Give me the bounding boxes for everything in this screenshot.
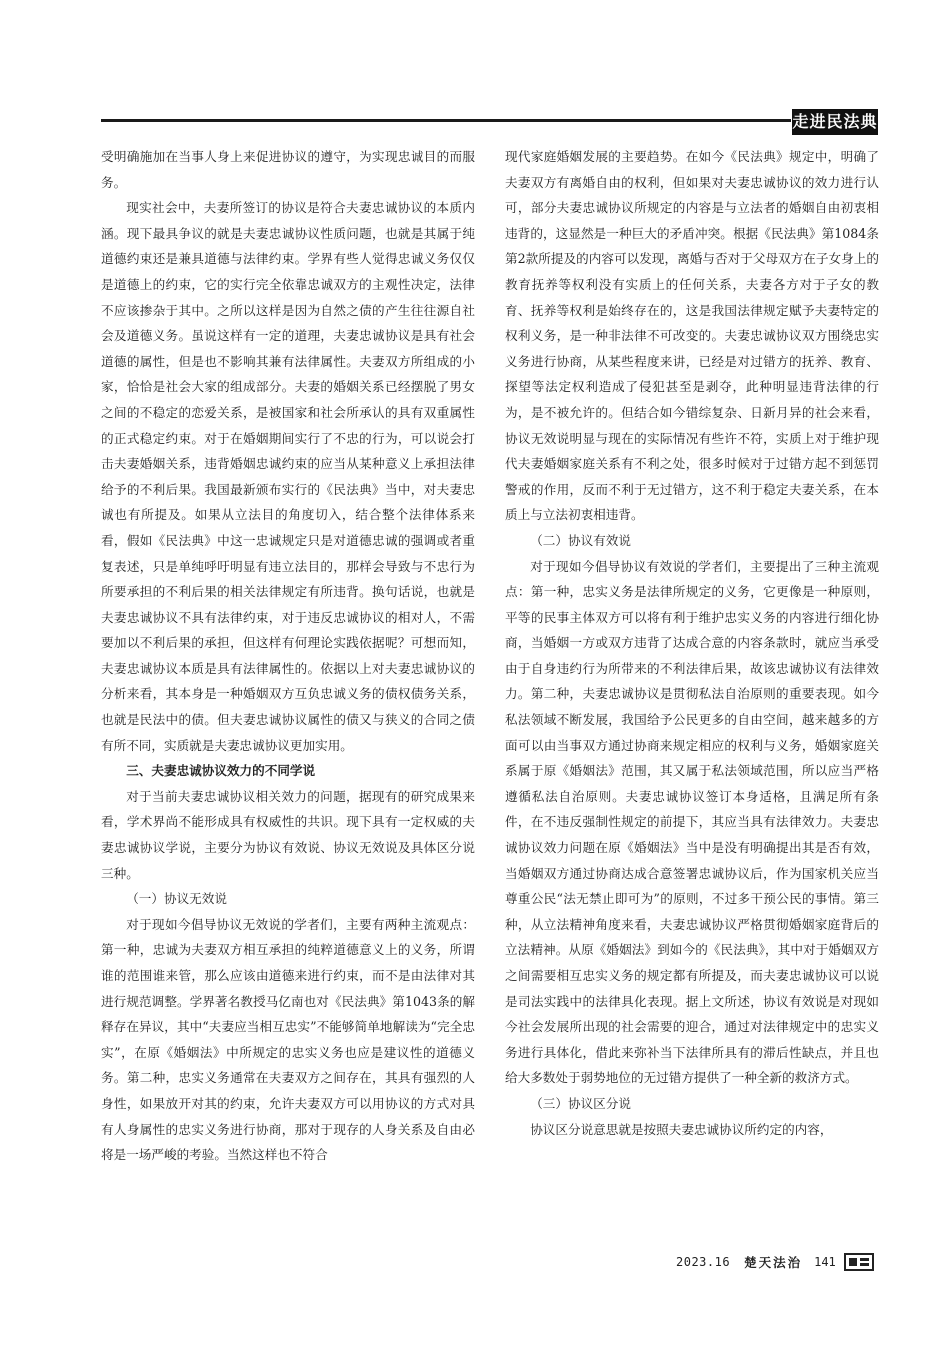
paragraph: 对于现如今倡导协议无效说的学者们，主要有两种主流观点：第一种，忠诚为夫妻双方相互承担的纯粹道德意义上的义务，所谓谁的范围谁来管，那么应该由道德来进行约束，而不是由法律对其进行规范调整。学界著名教授马亿南也对《民法典》第1043条的解释存在异议，其中“夫妻应当相互忠实”不能够简单地解读为“完全忠实”，在原《婚姻法》中所规定的忠实义务也应是建议性的道德义务。第二种，忠实义务通常在夫妻双方之间存在，其具有强烈的人身性，如果放开对其的约束，允许夫妻双方可以用协议的方式对具有人身属性的忠实义务进行协商，那对于现存的人身关系及自由必将是一场严峻的考验。当然这样也不符合 (101, 916, 475, 1163)
header-rule (101, 119, 791, 122)
paragraph: 现代家庭婚姻发展的主要趋势。在如今《民法典》规定中，明确了夫妻双方有离婚自由的权利，但如果对夫妻忠诚协议的效力进行认可，部分夫妻忠诚协议所规定的内容是与立法者的婚姻自由初衷相违背的，这显然是一种巨大的矛盾冲突。根据《民法典》第1084条第2款所提及的内容可以发现，离婚与否对于父母双方在子女身上的教育抚养等权利没有实质上的任何关系，夫妻各方对于子女的教育、抚养等权利是始终存在的，这是我国法律规定赋予夫妻特定的权利义务，是一种非法律不可改变的。夫妻忠诚协议双方围绕忠实义务进行协商，从某些程度来讲，已经是对过错方的抚养、教育、探望等法定权利造成了侵犯甚至是剥夺，此种明显违背法律的行为，是不被允许的。但结合如今错综复杂、日新月异的社会来看，协议无效说明显与现在的实际情况有些许不符，实质上对于维护现代夫妻婚姻家庭关系有不利之处，很多时候对于过错方起不到惩罚警戒的作用，反而不利于无过错方，这不利于稳定夫妻关系，在本质上与立法初衷相违背。 (505, 149, 879, 523)
paragraph: 协议区分说意思就是按照夫妻忠诚协议所约定的内容， (530, 1121, 833, 1137)
page-footer (676, 1252, 874, 1272)
journal-name: 楚天法治 (744, 1255, 803, 1270)
journal-logo-icon (844, 1253, 874, 1271)
issue-number: 2023.16 (676, 1255, 731, 1269)
subsection-heading: （二）协议有效说 (530, 532, 631, 548)
paragraph: 受明确施加在当事人身上来促进协议的遵守，为实现忠诚目的而服务。 (101, 149, 475, 190)
page-number: 141 (814, 1255, 836, 1269)
paragraph: 对于现如今倡导协议有效说的学者们，主要提出了三种主流观点：第一种，忠实义务是法律所规定的义务，它更像是一种原则，平等的民事主体双方可以将有利于维护忠实义务的内容进行细化协商，当婚姻一方或双方违背了达成合意的内容条款时，就应当承受由于自身违约行为所带来的不利法律后果，故该忠诚协议有法律效力。第二种，夫妻忠诚协议是贯彻私法自治原则的重要表现。如今私法领域不断发展，我国给予公民更多的自由空间，越来越多的方面可以由当事双方通过协商来规定相应的权利与义务，婚姻家庭关系属于原《婚姻法》范围，其又属于私法领域范围，所以应当严格遵循私法自治原则。夫妻忠诚协议签订本身适格，且满足所有条件，在不违反强制性规定的前提下，其应当具有法律效力。夫妻忠诚协议效力问题在原《婚姻法》当中是没有明确提出其是否有效，当婚姻双方通过协商达成合意签署忠诚协议后，作为国家机关应当尊重公民“法无禁止即可为”的原则，不过多干预公民的事情。第三种，从立法精神角度来看，夫妻忠诚协议严格贯彻婚姻家庭背后的立法精神。从原《婚姻法》到如今的《民法典》，其中对于婚姻双方之间需要相互忠实义务的规定都有所提及，而夫妻忠诚协议可以说是司法实践中的法律具化表现。据上文所述，协议有效说是对现如今社会发展所出现的社会需要的迎合，通过对法律规定中的忠实义务进行具体化，借此来弥补当下法律所具有的滞后性缺点，并且也给大多数处于弱势地位的无过错方提供了一种全新的救济方式。 (505, 558, 879, 1086)
paragraph: 对于当前夫妻忠诚协议相关效力的问题，据现有的研究成果来看，学术界尚不能形成具有权威性的共识。现下具有一定权威的夫妻忠诚协议学说，主要分为协议有效说、协议无效说及具体区分说三种。 (101, 788, 475, 881)
section-heading: 三、夫妻忠诚协议效力的不同学说 (126, 763, 316, 779)
left-column (101, 144, 475, 1168)
section-tag: 走进民法典 (792, 109, 878, 135)
subsection-heading: （一）协议无效说 (126, 891, 227, 907)
paragraph: 现实社会中，夫妻所签订的协议是符合夫妻忠诚协议的本质内涵。现下最具争议的就是夫妻忠诚协议性质问题，也就是其属于纯道德约束还是兼具道德与法律约束。学界有些人觉得忠诚义务仅仅是道德上的约束，它的实行完全依靠忠诚双方的主观性决定，法律不应该掺杂于其中。之所以这样是因为自然之债的产生往往源自社会及道德义务。虽说这样有一定的道理，夫妻忠诚协议是具有社会道德的属性，但是也不影响其兼有法律属性。夫妻双方所组成的小家，恰恰是社会大家的组成部分。夫妻的婚姻关系已经摆脱了男女之间的不稳定的恋爱关系，是被国家和社会所承认的具有双重属性的正式稳定约束。对于在婚姻期间实行了不忠的行为，可以说会打击夫妻婚姻关系，违背婚姻忠诚约束的应当从某种意义上承担法律给予的不利后果。我国最新颁布实行的《民法典》当中，对夫妻忠诚也有所提及。如果从立法目的角度切入，结合整个法律体系来看，假如《民法典》中这一忠诚规定只是对道德忠诚的强调或者重复表述，只是单纯呼吁明显有违立法目的，那样会导致与不忠行为所要承担的不利后果的相关法律规定有所违背。换句话说，也就是夫妻忠诚协议不具有法律约束，对于违反忠诚协议的相对人，不需要加以不利后果的承担，但这样有何理论实践依据呢？可想而知，夫妻忠诚协议本质是具有法律属性的。依据以上对夫妻忠诚协议的分析来看，其本身是一种婚姻双方互负忠诚义务的债权债务关系，也就是民法中的债。但夫妻忠诚协议属性的债又与狭义的合同之债有所不同，实质就是夫妻忠诚协议更加实用。 (101, 200, 475, 753)
right-column (505, 144, 879, 1142)
subsection-heading: （三）协议区分说 (530, 1095, 631, 1111)
